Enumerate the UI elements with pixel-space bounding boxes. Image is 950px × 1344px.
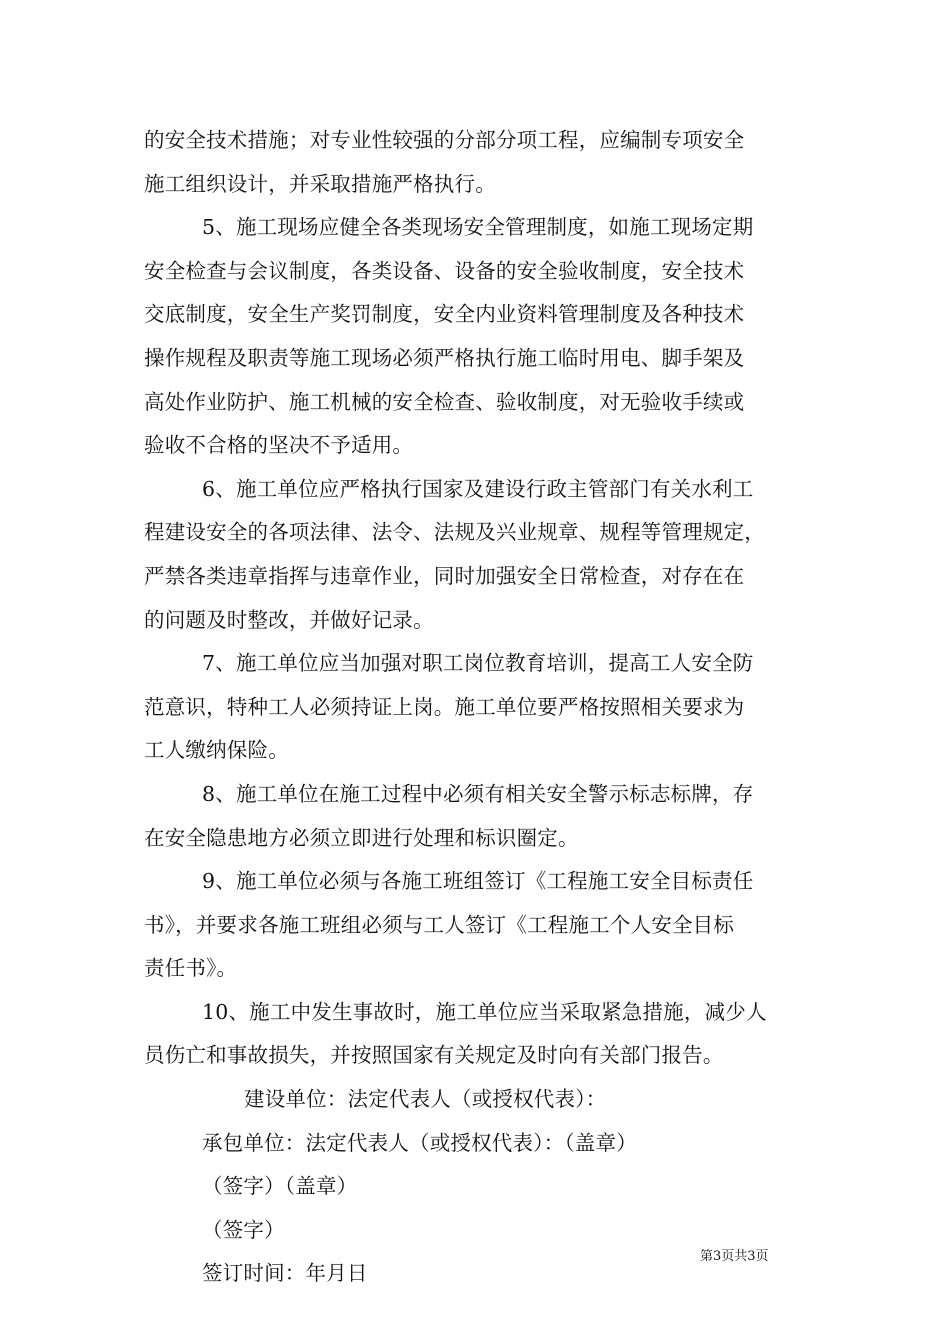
signature-sign-line: （签字） <box>202 1217 285 1242</box>
signature-employer-line: 建设单位：法定代表人（或授权代表）： <box>244 1087 607 1112</box>
text-line: 范意识，特种工人必须持证上岗。施工单位要严格按照相关要求为 <box>144 694 745 719</box>
text-line: 验收不合格的坚决不予适用。 <box>144 433 414 458</box>
text-line: 高处作业防护、施工机械的安全检查、验收制度，对无验收手续或 <box>144 389 745 414</box>
text-line: 的安全技术措施；对专业性较强的分部分项工程，应编制专项安全 <box>144 128 745 152</box>
paragraph-item-10: 10、施工中发生事故时，施工单位应当采取紧急措施，减少人 <box>202 999 767 1024</box>
text-line: 员伤亡和事故损失，并按照国家有关规定及时向有关部门报告。 <box>144 1043 724 1068</box>
document-body <box>144 119 816 1296</box>
signature-sign-seal-line: （签字）（盖章） <box>202 1174 358 1199</box>
text-line: 操作规程及职责等施工现场必须严格执行施工临时用电、脚手架及 <box>144 345 745 370</box>
text-line: 工人缴纳保险。 <box>144 738 289 763</box>
text-line: 严禁各类违章指挥与违章作业，同时加强安全日常检查，对存在在 <box>144 563 745 588</box>
paragraph-item-9: 9、施工单位必须与各施工班组签订《工程施工安全目标责任 <box>202 869 754 894</box>
text-line: 安全检查与会议制度，各类设备、设备的安全验收制度，安全技术 <box>144 258 745 283</box>
text-line: 责任书》。 <box>144 956 238 981</box>
signing-date-line: 签订时间：年月日 <box>202 1261 368 1286</box>
paragraph-item-7: 7、施工单位应当加强对职工岗位教育培训，提高工人安全防 <box>202 651 754 676</box>
page-number: 第3页共3页 <box>700 1249 769 1264</box>
text-line: 的问题及时整改，并做好记录。 <box>144 607 434 632</box>
text-line: 程建设安全的各项法律、法令、法规及兴业规章、规程等管理规定， <box>144 520 765 545</box>
paragraph-item-6: 6、施工单位应严格执行国家及建设行政主管部门有关水利工 <box>202 476 754 501</box>
text-line: 书》，并要求各施工班组必须与工人签订《工程施工个人安全目标 <box>144 912 735 937</box>
text-line: 在安全隐患地方必须立即进行处理和标识圈定。 <box>144 825 579 850</box>
paragraph-item-5: 5、施工现场应健全各类现场安全管理制度，如施工现场定期 <box>202 215 754 240</box>
text-line: 交底制度，安全生产奖罚制度，安全内业资料管理制度及各种技术 <box>144 302 745 327</box>
text-line: 施工组织设计，并采取措施严格执行。 <box>144 171 496 196</box>
signature-contractor-line: 承包单位：法定代表人（或授权代表）：（盖章） <box>202 1130 637 1155</box>
paragraph-item-8: 8、施工单位在施工过程中必须有相关安全警示标志标牌，存 <box>202 781 754 806</box>
